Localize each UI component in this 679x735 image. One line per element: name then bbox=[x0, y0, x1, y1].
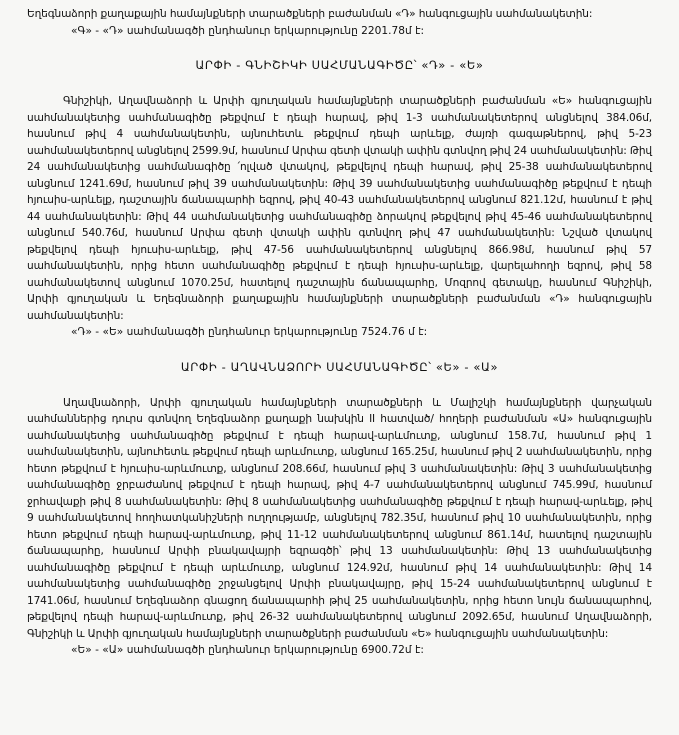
section2-paragraph: Գնիշիկի, Աղավնաձորի և Արփի գյուղական համայնքների տարածքների բաժանման «Ե» հանգուցային սահմանակետից սահմանագիծը թեքվում է դեպի հարավ, թիվ 1-3 սահմանակետերով անցնելով 384.06մ, հասնում թիվ 4 սահմանակետին, այնուհետև թեքվում դեպի արևելք, ժայռի գագաթներով, թիվ 5-23 սահմանակետերով անցնելով 2599.9մ, հասնում Արփա գետի վտակի ափին գտնվող թիվ 24 սահմանակետին: Թիվ 24 սահմանակետից սահմանագիծը ՛ոլված վտակով, թեքվելով դեպի հարավ, թիվ 25-38 սահմանակետերով անցնում 1241.69մ, հասնում թիվ 39 սահմանակետին: Թիվ 39 սահմանակետից սահմանագիծը թեքվում է դեպի հյուսիս-արևելք, դաշտային ճանապարհի եզրով, թիվ 40-43 սահմանակետերով անցնում 821.12մ, հասնում է թիվ 44 սահմանակետին: Թիվ 44 սահմանակետից սահմանագիծը ձորակով թեքվելով թիվ 45-46 սահմանակետերով անցնում 540.76մ, հասնում Արփա գետի վտակի ափին գտնվող թիվ 47 սահմանակետին: Նշված վտակով թեքվելով դեպի հյուսիս-արևելք, թիվ 47-56 սահմանակետերով անցնելով 866.98մ, հասնում թիվ 57 սահմանակետին, որից հետո սահմանագիծը թեքվում է դեպի հյուսիս-արևելք, վարելահողի եզրով, թիվ 58 սահմանակետով անցնում 1070.25մ, հատելով դաշտային ճանապարհը, Մոզրով գետակը, հասնում Գնիշիկի, Արփի գյուղական և Եղեգնաձորի քաղաքային համայնքների տարածքների բաժանման «Դ» հանգուցային սահմանակետին: bbox=[27, 95, 652, 322]
section2-heading: ԱՐՓԻ - ԳՆԻՇԻԿԻ ՍԱՀՄԱՆԱԳԻԾԸ՝ «Դ» - «Ե» bbox=[195, 58, 484, 72]
section3-paragraph: Աղավնաձորի, Արփի գյուղական համայնքների տարածքների և Մալիշկի համայնքների վարչական սահմաններից դուրս գտնվող Եղեգնաձոր քաղաքի նախկին II հատված/ հողերի բաժանման «Ա» հանգուցային սահմանակետից սահմանագիծը թեքվում է դեպի հարավ-արևմուտք, անցնում 158.7մ, հասնում թիվ 1 սահմանակետին, այնուհետև թեքվում դեպի արևմուտք, անցնում 165.25մ, հասնում թիվ 2 սահմանակետին, որից հետո թեքվում է հյուսիս-արևմուտք, անցնում 208.66մ, հասնում թիվ 3 սահմանակետին: Թիվ 3 սահմանակետից սահմանագիծը ջրբաժանով թեքվում է դեպի հարավ, թիվ 4-7 սահմանակետերով անցնում 745.99մ, հասնում ջրհավաքի թիվ 8 սահմանակետին: Թիվ 8 սահմանակետից սահմանագիծը թեքվում է դեպի հարավ-արևելք, թիվ 9 սահմանակետով հողհատկանիշների ուղղությամբ, անցնելով 782.35մ, հասնում թիվ 10 սահմանակետին, որից հետո թեքվում դեպի հարավ-արևմուտք, թիվ 11-12 սահմանակետերով անցնում 861.14մ, հատելով դաշտային ճանապարհը, հասնում Արփի բնակավայրի եզրագծի՝ թիվ 13 սահմանակետին: Թիվ 13 սահմանակետից սահմանագիծը թեքվում է դեպի արևմուտք, անցնում 124.92մ, հասնում թիվ 14 սահմանակետին: Թիվ 14 սահմանակետից սահմանագիծը շրջանցելով Արփի բնակավայրը, թիվ 15-24 սահմանակետերով անցնում է 1741.06մ, հասնում Եղեգնաձոր գնացող ճանապարհի թիվ 25 սահմանակետին, որից հետո նույն ճանապարհով, թեքվելով դեպի հարավ-արևմուտք, թիվ 26-32 սահմանակետերով անցնում 2092.65մ, հասնում Աղավնաձորի, Գնիշիկի և Արփի գյուղական համայնքների տարածքների բաժանման «Ե» հանգուցային սահմանակետին: bbox=[27, 396, 652, 640]
section3-total-length: «Ե» - «Ա» սահմանագծի ընդհանուր երկարությունը 6900.72մ է: bbox=[71, 644, 424, 656]
section3-heading: ԱՐՓԻ - ԱՂԱՎՆԱՁՈՐԻ ՍԱՀՄԱՆԱԳԻԾԸ՝ «Ե» - «Ա» bbox=[180, 359, 499, 374]
section1-paragraph-tail: Եղեգնաձորի քաղաքային համայնքների տարածքների բաժանման «Դ» հանգուցային սահմանակետին: bbox=[27, 8, 593, 20]
section2-total-length: «Դ» - «Ե» սահմանագծի ընդհանուր երկարությունը 7524.76 մ է: bbox=[71, 326, 428, 338]
section1-total-length: «Գ» - «Դ» սահմանագծի ընդհանուր երկարությունը 2201.78մ է: bbox=[71, 24, 425, 37]
